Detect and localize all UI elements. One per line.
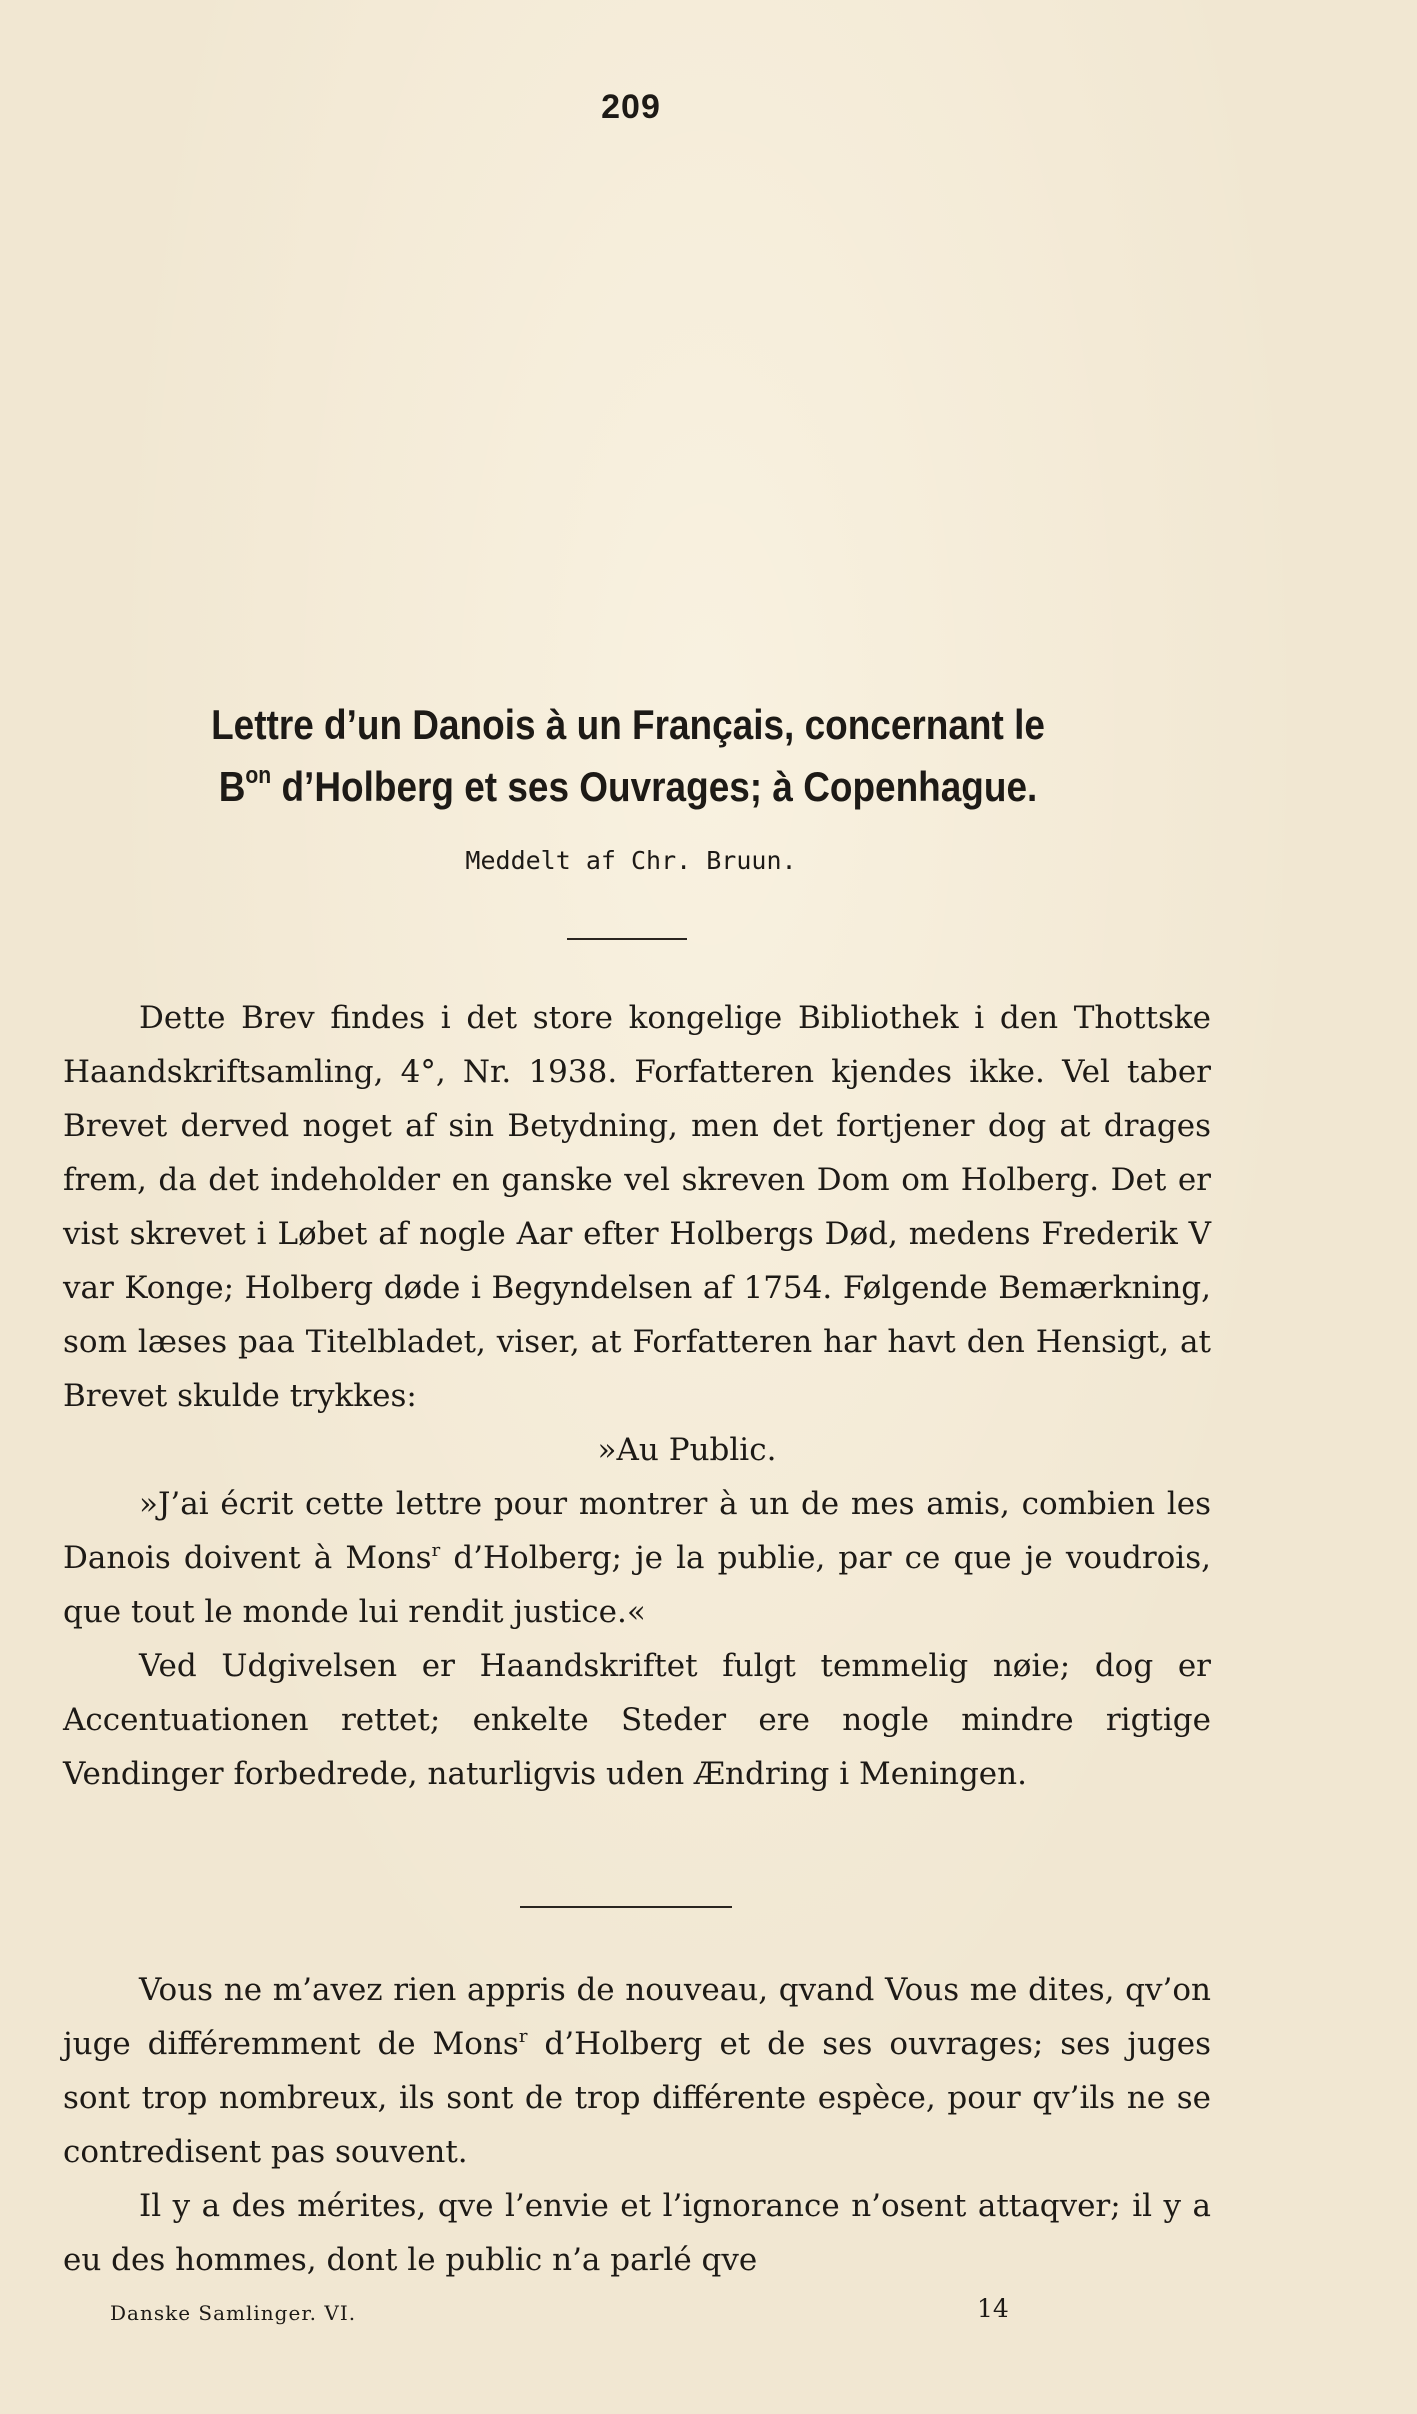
- au-public-heading: »Au Public.: [597, 1432, 777, 1468]
- letter-body: [63, 1963, 1211, 2287]
- letter-paragraph: [63, 1963, 1211, 2179]
- article-title: [179, 694, 1077, 818]
- title-line-2: [179, 756, 1077, 818]
- intro-quote: [63, 1477, 1211, 1639]
- title-line-1: Lettre d’un Danois à un Français, concernant le: [211, 701, 1045, 748]
- letter-paragraph: Il y a des mérites, qve l’envie et l’ignorance n’osent attaqver; il y a eu des hommes, dont le public n’a parlé qve: [63, 2188, 1211, 2278]
- title-abbrev-superscript: on: [245, 762, 272, 789]
- title-abbrev: B: [218, 763, 246, 810]
- page-number: 209: [601, 88, 661, 126]
- quote-superscript: r: [431, 1540, 441, 1561]
- introduction: [63, 991, 1211, 1801]
- section-divider: [520, 1906, 732, 1908]
- letter-superscript: r: [518, 2026, 528, 2047]
- title-line-2-rest: d’Holberg et ses Ouvrages; à Copenhague.: [271, 763, 1038, 810]
- letter-text-start: Vous ne m’avez rien appris de nouveau, qvand Vous me dites, qv’on juge différemment de Mons: [63, 1972, 1211, 2062]
- byline: Meddelt af Chr. Bruun.: [465, 846, 797, 875]
- signature-number: 14: [977, 2294, 1009, 2323]
- letter-text-end: d’Holberg et de ses ouvrages; ses juges sont trop nombreux, ils sont de trop différente espèce, pour qv’ils ne se contredisent pas souvent.: [63, 2026, 1212, 2170]
- editorial-note: Ved Udgivelsen er Haandskriftet fulgt temmelig nøie; dog er Accentuationen rettet; enkelte Steder ere nogle mindre rigtige Vendinger forbedrede, naturligvis uden Ændring i Meningen.: [63, 1648, 1211, 1792]
- intro-paragraph: Dette Brev findes i det store kongelige Bibliothek i den Thottske Haandskriftsamling, 4°, Nr. 1938. Forfatteren kjendes ikke. Vel taber Brevet derved noget af sin Betydning, men det fortjener dog at drages frem, da det indeholder en ganske vel skreven Dom om Holberg. Det er vist skrevet i Løbet af nogle Aar efter Holbergs Død, medens Frederik V var Konge; Holberg døde i Begyndelsen af 1754. Følgende Bemærkning, som læses paa Titelbladet, viser, at Forfatteren har havt den Hensigt, at Brevet skulde trykkes:: [63, 1000, 1211, 1414]
- signature-mark: Danske Samlinger. VI.: [110, 2301, 357, 2325]
- section-divider: [567, 938, 687, 940]
- quote-text-end: d’Holberg; je la publie, par ce que je voudrois, que tout le monde lui rendit justice.«: [63, 1540, 1211, 1630]
- quote-text-start: »J’ai écrit cette lettre pour montrer à un de mes amis, combien les Danois doivent à Mons: [63, 1486, 1211, 1576]
